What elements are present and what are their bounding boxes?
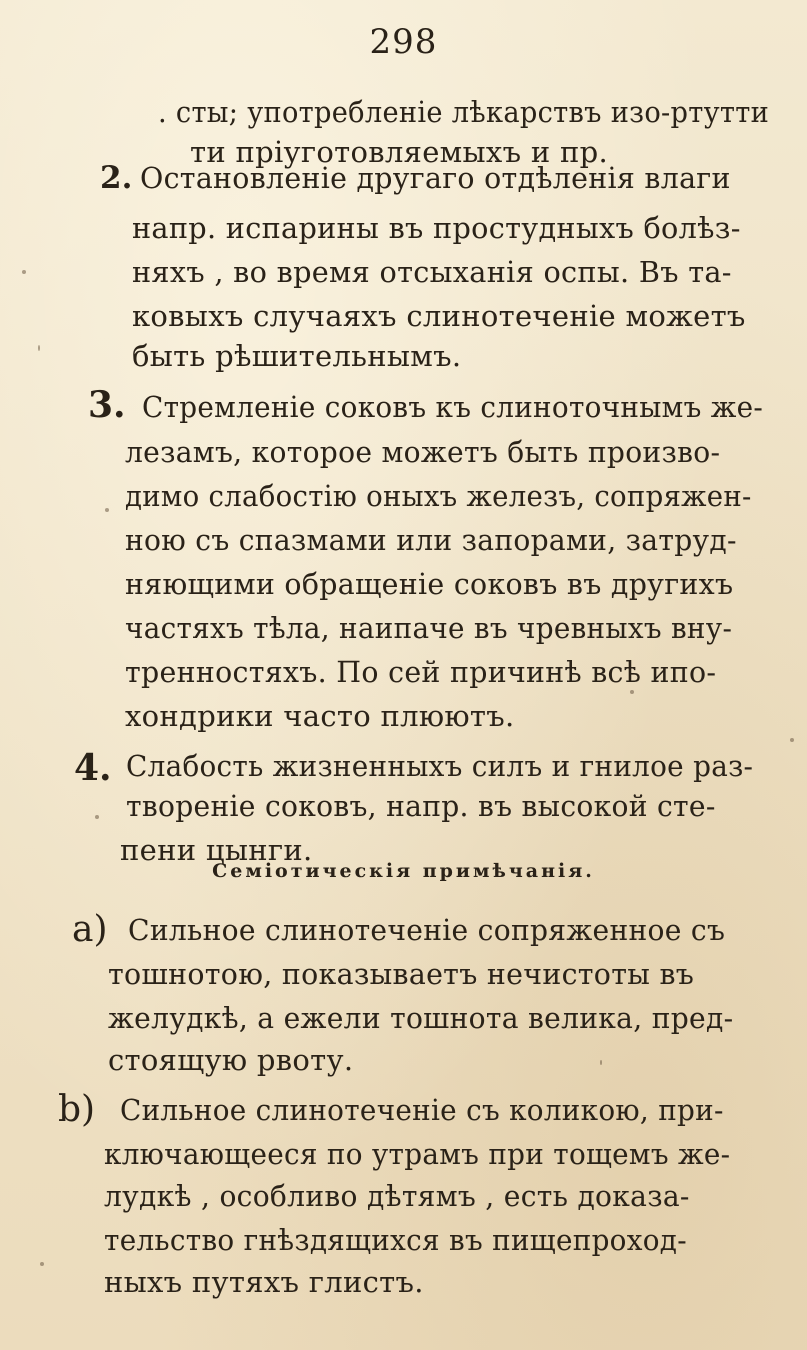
text-line: быть рѣшительнымъ.	[132, 339, 462, 373]
text-line: Сильное слинотеченіе съ коликою, при-	[120, 1093, 724, 1127]
text-line: Остановленіе другаго отдѣленія влаги	[140, 161, 731, 195]
item-number-4: 4.	[74, 747, 112, 789]
text-line: Стремленіе соковъ къ слиноточнымъ же-	[142, 390, 764, 424]
item-number-3: 3.	[88, 384, 126, 426]
paper-speck	[600, 1060, 602, 1065]
text-line: пени цынги.	[120, 833, 313, 867]
text-line: ключающееся по утрамъ при тощемъ же-	[104, 1137, 731, 1171]
paper-speck	[105, 508, 109, 512]
text-line: Слабость жизненныхъ силъ и гнилое раз-	[126, 749, 754, 783]
text-line: тошнотою, показываетъ нечистоты въ	[108, 957, 695, 991]
paper-speck	[40, 1262, 44, 1266]
text-line: тельство гнѣздящихся въ пищепроход-	[104, 1223, 687, 1257]
paper-speck	[95, 815, 99, 819]
text-line: твореніе соковъ, напр. въ высокой сте-	[126, 789, 716, 823]
item-letter-a: a)	[72, 909, 108, 950]
text-line: напр. испарины въ простудныхъ болѣз-	[132, 211, 741, 245]
text-line: димо слабостію оныхъ железъ, сопряжен-	[125, 479, 752, 513]
section-heading: Семіотическія примѣчанія.	[212, 860, 595, 882]
item-number-2: 2.	[100, 160, 133, 196]
text-line: лудкѣ , особливо дѣтямъ , есть доказа-	[104, 1179, 690, 1213]
text-line: Сильное слинотеченіе сопряженное съ	[128, 913, 726, 947]
text-line: частяхъ тѣла, наипаче въ чревныхъ вну-	[125, 611, 733, 645]
text-line: ти пріуготовляемыхъ и пр.	[190, 135, 609, 169]
text-line: хондрики часто плюютъ.	[125, 699, 515, 733]
text-line: тренностяхъ. По сей причинѣ всѣ ипо-	[125, 655, 717, 689]
text-line: . сты; употребленіе лѣкарствъ изо-ртутти	[158, 95, 770, 129]
text-line: стоящую рвоту.	[108, 1043, 354, 1077]
paper-speck	[22, 270, 26, 274]
text-line: желудкѣ, а ежели тошнота велика, пред-	[108, 1001, 734, 1035]
text-line: лезамъ, которое можетъ быть произво-	[125, 435, 721, 469]
text-line: ковыхъ случаяхъ слинотеченіе можетъ	[132, 299, 746, 333]
paper-speck	[38, 345, 40, 351]
paper-speck	[630, 690, 634, 694]
text-line: ною съ спазмами или запорами, затруд-	[125, 523, 737, 557]
text-line: няхъ , во время отсыханія оспы. Въ та-	[132, 255, 732, 289]
text-line: няющими обращеніе соковъ въ другихъ	[125, 567, 734, 601]
paper-speck	[790, 738, 794, 742]
text-line: ныхъ путяхъ глистъ.	[104, 1265, 424, 1299]
item-letter-b: b)	[58, 1089, 96, 1130]
page-number: 298	[369, 22, 438, 62]
